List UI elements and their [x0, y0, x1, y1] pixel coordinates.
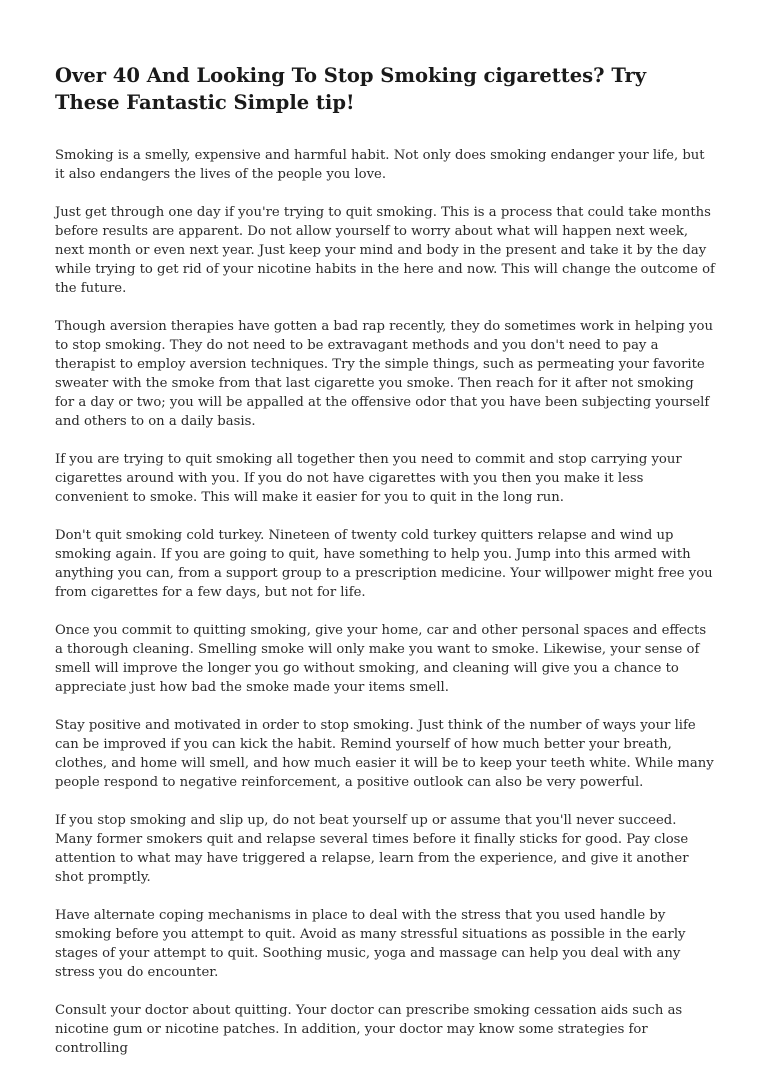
paragraph-2: Just get through one day if you're trying to quit smoking. This is a process that could take months before results are apparent. Do not allow yourself to worry about what will happen next week, next month or even next year. Just keep your mind and body in the present and take it by the day while trying to get rid of your nicotine habits in the here and now. This will change the outcome of the future. [55, 205, 715, 296]
paragraph-4: If you are trying to quit smoking all together then you need to commit and stop carrying your cigarettes around with you. If you do not have cigarettes with you then you make it less convenient to smoke. This will make it easier for you to quit in the long run. [55, 452, 682, 505]
paragraph-5: Don't quit smoking cold turkey. Nineteen of twenty cold turkey quitters relapse and wind up smoking again. If you are going to quit, have something to help you. Jump into this armed with anything you can, from a support group to a prescription medicine. Your willpower might free you from cigarettes for a few days, but not for life. [55, 528, 713, 600]
paragraph-7: Stay positive and motivated in order to stop smoking. Just think of the number of ways your life can be improved if you can kick the habit. Remind yourself of how much better your breath, clothes, and home will smell, and how much easier it will be to keep your teeth white. While many people respond to negative reinforcement, a positive outlook can also be very powerful. [55, 718, 714, 790]
paragraph-1: Smoking is a smelly, expensive and harmful habit. Not only does smoking endanger your life, but it also endangers the lives of the people you love. [55, 148, 705, 182]
document-page [55, 62, 715, 1077]
page-title: Over 40 And Looking To Stop Smoking cigarettes? Try These Fantastic Simple tip! [55, 64, 647, 114]
paragraph-6: Once you commit to quitting smoking, give your home, car and other personal spaces and effects a thorough cleaning. Smelling smoke will only make you want to smoke. Likewise, your sense of smell will improve the longer you go without smoking, and cleaning will give you a chance to appreciate just how bad the smoke made your items smell. [55, 623, 707, 695]
paragraph-9: Have alternate coping mechanisms in place to deal with the stress that you used handle by smoking before you attempt to quit. Avoid as many stressful situations as possible in the early stages of your attempt to quit. Soothing music, yoga and massage can help you deal with any stress you do encounter. [55, 908, 686, 980]
paragraph-8: If you stop smoking and slip up, do not beat yourself up or assume that you'll never succeed. Many former smokers quit and relapse several times before it finally sticks for good. Pay close attention to what may have triggered a relapse, learn from the experience, and give it another shot promptly. [55, 813, 689, 885]
paragraph-10: Consult your doctor about quitting. Your doctor can prescribe smoking cessation aids such as nicotine gum or nicotine patches. In addition, your doctor may know some strategies for controlling [55, 1003, 683, 1056]
paragraph-3: Though aversion therapies have gotten a bad rap recently, they do sometimes work in helping you to stop smoking. They do not need to be extravagant methods and you don't need to pay a therapist to employ aversion techniques. Try the simple things, such as permeating your favorite sweater with the smoke from that last cigarette you smoke. Then reach for it after not smoking for a day or two; you will be appalled at the offensive odor that you have been subjecting yourself and others to on a daily basis. [55, 319, 713, 429]
